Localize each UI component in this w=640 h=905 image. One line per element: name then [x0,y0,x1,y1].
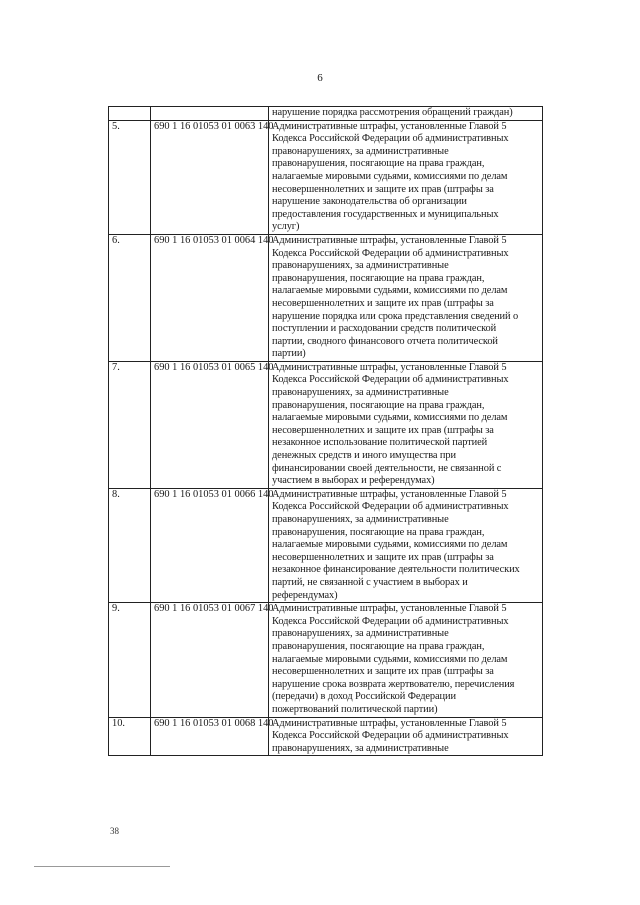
row-number [109,107,151,121]
budget-code: 690 1 16 01053 01 0065 140 [151,361,269,488]
row-number: 8. [109,488,151,602]
budget-code: 690 1 16 01053 01 0064 140 [151,234,269,361]
row-description: Административные штрафы, установленные Главой 5 Кодекса Российской Федерации об административных правонарушениях, за административные правонарушения, посягающие на права граждан, налагаемые мировыми судьями, комиссиями по делам несовершеннолетних и защите их прав (штрафы за незаконное финансирование деятельности политических партий, не связанной с участием в выборах и референдумах) [269,488,543,602]
row-description: нарушение порядка рассмотрения обращений граждан) [269,107,543,121]
page-number: 6 [317,72,323,84]
row-description: Административные штрафы, установленные Главой 5 Кодекса Российской Федерации об административных правонарушениях, за административные правонарушения, посягающие на права граждан, налагаемые мировыми судьями, комиссиями по делам несовершеннолетних и защите их прав (штрафы за незаконное использование политической партией денежных средств и иного имущества при финансировании своей деятельности, не связанной с участием в выборах и референдумах) [269,361,543,488]
footer-mark: 38 [110,826,119,836]
row-description: Административные штрафы, установленные Главой 5 Кодекса Российской Федерации об административных правонарушениях, за административные правонарушения, посягающие на права граждан, налагаемые мировыми судьями, комиссиями по делам несовершеннолетних и защите их прав (штрафы за нарушение законодательства об организации предоставления государственных и муниципальных услуг) [269,120,543,234]
budget-code: 690 1 16 01053 01 0063 140 [151,120,269,234]
footer-divider [34,866,170,867]
table-row [109,488,543,602]
table-row [109,107,543,121]
row-number: 6. [109,234,151,361]
table-row [109,603,543,717]
row-number: 10. [109,717,151,756]
row-description: Административные штрафы, установленные Главой 5 Кодекса Российской Федерации об административных правонарушениях, за административные [269,717,543,756]
table-row [109,234,543,361]
codes-table [108,106,543,756]
budget-code: 690 1 16 01053 01 0066 140 [151,488,269,602]
table-row [109,717,543,756]
table-row [109,361,543,488]
row-number: 7. [109,361,151,488]
row-number: 5. [109,120,151,234]
row-number: 9. [109,603,151,717]
budget-code: 690 1 16 01053 01 0067 140 [151,603,269,717]
budget-code [151,107,269,121]
table-row [109,120,543,234]
budget-code: 690 1 16 01053 01 0068 140 [151,717,269,756]
row-description: Административные штрафы, установленные Главой 5 Кодекса Российской Федерации об административных правонарушениях, за административные правонарушения, посягающие на права граждан, налагаемые мировыми судьями, комиссиями по делам несовершеннолетних и защите их прав (штрафы за нарушение порядка или срока представления сведений о поступлении и расходовании средств политической партии, сводного финансового отчета политической партии) [269,234,543,361]
row-description: Административные штрафы, установленные Главой 5 Кодекса Российской Федерации об административных правонарушениях, за административные правонарушения, посягающие на права граждан, налагаемые мировыми судьями, комиссиями по делам несовершеннолетних и защите их прав (штрафы за нарушение срока возврата жертвователю, перечисления (передачи) в доход Российской Федерации пожертвований политической партии) [269,603,543,717]
